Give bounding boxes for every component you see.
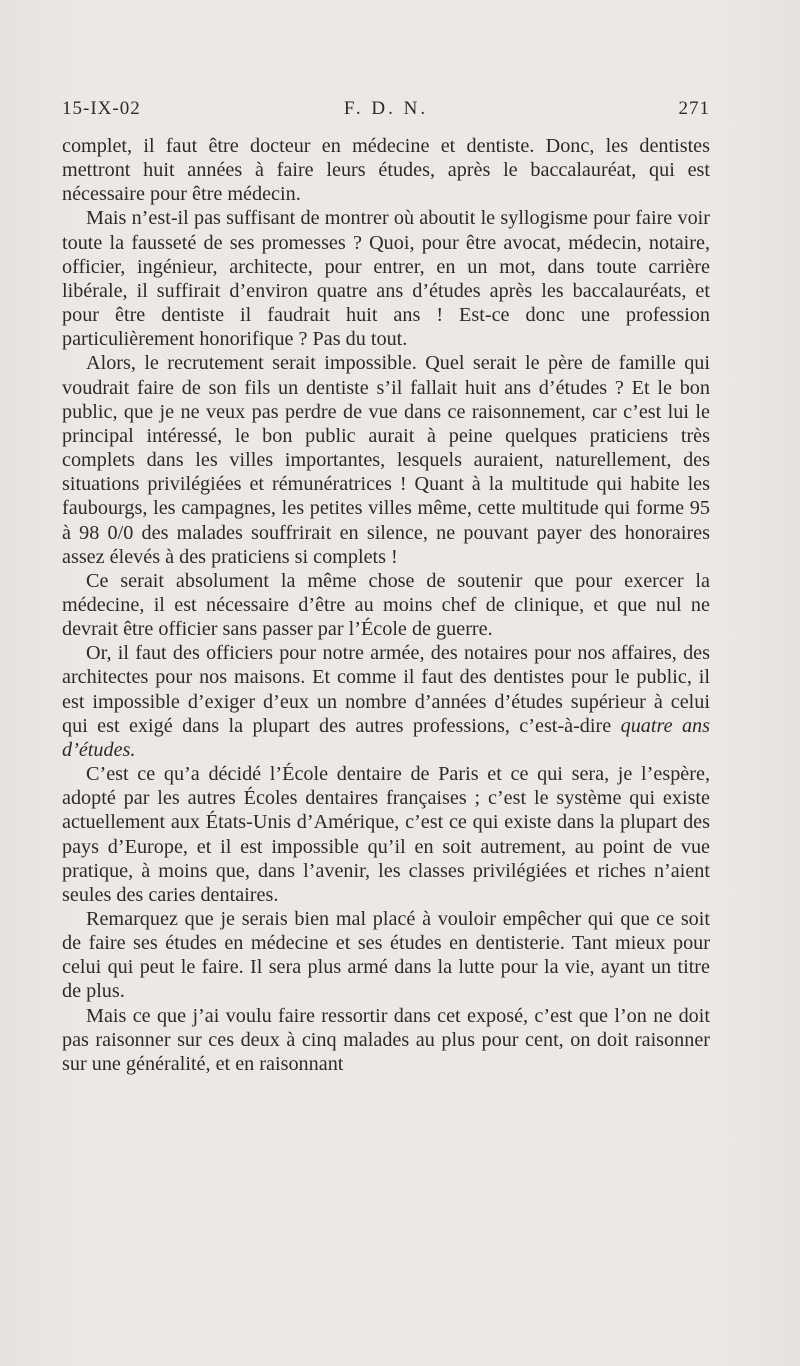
paragraph: Mais ce que j’ai voulu faire ressortir dans cet exposé, c’est que l’on ne doit pas raisonner sur ces deux à cinq malades au plus pour cent, on doit raisonner sur une généralité, et en raisonnant xyxy=(62,1004,710,1075)
italic-phrase: quatre ans d’études. xyxy=(62,714,710,761)
paragraph xyxy=(62,641,710,762)
paragraph-text: Or, il faut des officiers pour notre armée, des notaires pour nos affaires, des architectes pour nos maisons. Et comme il faut des dentistes pour le public, il est impossible d’exiger d’eux un nombre d’années d’études supérieur à celui qui est exigé dans la plupart des autres professions, c’est-à-dire xyxy=(62,642,710,737)
paragraph: Remarquez que je serais bien mal placé à vouloir empêcher qui que ce soit de faire ses études en médecine et ses études en dentisterie. Tant mieux pour celui qui peut le faire. Il sera plus armé dans la lutte pour la vie, ayant un titre de plus. xyxy=(62,908,710,1003)
paragraph: C’est ce qu’a décidé l’École dentaire de Paris et ce qui sera, je l’espère, adopté par les autres Écoles dentaires françaises ; c’est le système qui existe actuellement aux États-Unis d’Amérique, c’est ce qui existe dans la plupart des pays d’Europe, et il est impossible qu’il en soit autrement, au point de vue pratique, à moins que, dans l’avenir, les classes privilégiées et riches n’aient seules des caries dentaires. xyxy=(62,763,710,906)
header-journal: F. D. N. xyxy=(343,98,429,119)
paragraph: Alors, le recrutement serait impossible. Quel serait le père de famille qui voudrait faire de son fils un dentiste s’il fallait huit ans d’études ? Et le bon public, que je ne veux pas perdre de vue dans ce raisonnement, car c’est lui le principal intéressé, le bon public aurait à peine quelques praticiens très complets dans les villes importantes, lesquels auraient, naturellement, des situations privilégiées et rémunératrices ! Quant à la multitude qui habite les faubourgs, les campagnes, les petites villes même, cette multitude qui forme 95 à 98 0/0 des malades souffrirait en silence, ne pouvant payer des honoraires assez élevés à des praticiens si complets ! xyxy=(62,352,710,568)
paragraph: Mais n’est-il pas suffisant de montrer où aboutit le syllogisme pour faire voir toute la fausseté de ses promesses ? Quoi, pour être avocat, médecin, notaire, officier, ingénieur, architecte, pour entrer, en un mot, dans toute carrière libérale, il suffirait d’environ quatre ans d’études après les baccalauréats, et pour être dentiste il faudrait huit ans ! Est-ce donc une profession particulièrement honorifique ? Pas du tout. xyxy=(62,207,710,351)
running-header xyxy=(62,98,710,124)
header-date: 15-IX-02 xyxy=(62,98,141,119)
body-text xyxy=(62,134,710,1076)
page-number: 271 xyxy=(678,98,710,119)
paragraph: Ce serait absolument la même chose de soutenir que pour exercer la médecine, il est nécessaire d’être au moins chef de clinique, et que nul ne devrait être officier sans passer par l’École de guerre. xyxy=(62,569,710,641)
paragraph: complet, il faut être docteur en médecine et dentiste. Donc, les dentistes mettront huit années à faire leurs études, après le baccalauréat, qui est nécessaire pour être médecin. xyxy=(62,135,710,206)
